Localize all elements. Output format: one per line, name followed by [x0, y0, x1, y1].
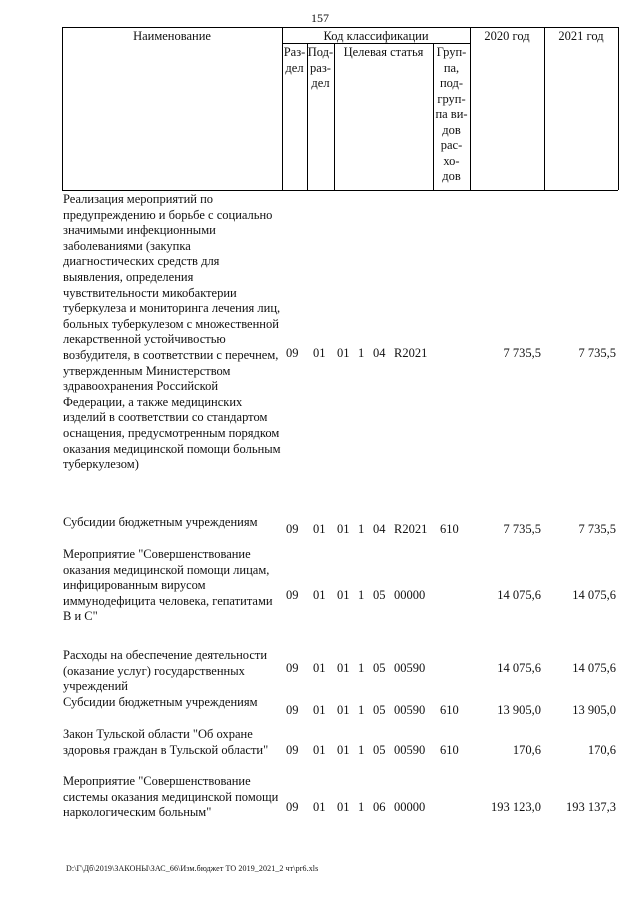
cell-razdel: 09	[286, 522, 299, 536]
cell-target-1: 01	[337, 588, 350, 602]
cell-2021: 13 905,0	[572, 703, 616, 717]
cell-target-2: 1	[358, 661, 365, 675]
row-name: Мероприятие "Совершенствование оказания медицинской помощи лицам, инфицированным вирусом иммунодефицита человека, гепатитами В и С"	[63, 547, 273, 624]
cell-target-4: 00590	[394, 703, 426, 717]
row-name: Расходы на обеспечение деятельности (оказание услуг) государственных учреждений	[63, 648, 268, 694]
cell-target-4: 00590	[394, 743, 426, 757]
cell-target-3: 04	[373, 522, 386, 536]
cell-target-2: 1	[358, 743, 365, 757]
cell-target-3: 05	[373, 661, 386, 675]
cell-group: 610	[440, 743, 459, 757]
cell-target-2: 1	[358, 703, 365, 717]
cell-target-3: 05	[373, 743, 386, 757]
cell-2021: 14 075,6	[572, 588, 616, 602]
row-name: Мероприятие "Совершенствование системы оказания медицинской помощи наркологическим больным"	[63, 774, 279, 820]
cell-2020: 7 735,5	[503, 346, 541, 360]
cell-target-2: 1	[358, 522, 365, 536]
cell-2020: 14 075,6	[497, 661, 541, 675]
cell-razdel: 09	[286, 346, 299, 360]
cell-2020: 13 905,0	[497, 703, 541, 717]
cell-podrazdel: 01	[313, 800, 326, 814]
cell-target-4: 00000	[394, 800, 426, 814]
cell-target-2: 1	[358, 346, 365, 360]
cell-target-4: 00590	[394, 661, 426, 675]
cell-razdel: 09	[286, 743, 299, 757]
cell-target-2: 1	[358, 800, 365, 814]
header-group: Груп- па, под- груп- па ви- дов рас- хо- дов	[435, 45, 468, 183]
cell-2021: 170,6	[587, 743, 616, 757]
row-name: Субсидии бюджетным учреждениям	[63, 695, 258, 709]
cell-2021: 7 735,5	[578, 346, 616, 360]
cell-2020: 170,6	[512, 743, 541, 757]
cell-2020: 7 735,5	[503, 522, 541, 536]
header-target: Целевая статья	[343, 45, 424, 59]
cell-razdel: 09	[286, 800, 299, 814]
header-code: Код классификации	[323, 29, 429, 43]
cell-podrazdel: 01	[313, 703, 326, 717]
cell-podrazdel: 01	[313, 522, 326, 536]
cell-podrazdel: 01	[313, 743, 326, 757]
cell-target-1: 01	[337, 522, 350, 536]
header-year-2021: 2021 год	[558, 29, 604, 43]
cell-target-3: 06	[373, 800, 386, 814]
row-name: Реализация мероприятий по предупреждению и борьбе с социально значимыми инфекционными заболеваниями (закупка диагностических средств для выявления, определения чувствительности микобактерии туберкулеза и мониторинга лечения лиц, больных туберкулезом с множественной лекарственной устойчивостью возбудителя, в соответствии с перечнем, утвержденным Министерством здравоохранения Российской Федерации, а также медицинских изделий в соответствии со стандартом оснащения, предусмотренным порядком оказания медицинской помощи больным туберкулезом)	[63, 192, 281, 472]
cell-podrazdel: 01	[313, 661, 326, 675]
cell-target-4: R2021	[394, 522, 428, 536]
cell-target-4: 00000	[394, 588, 426, 602]
cell-podrazdel: 01	[313, 346, 326, 360]
cell-target-1: 01	[337, 800, 350, 814]
row-name: Субсидии бюджетным учреждениям	[63, 515, 258, 529]
file-path-footer: D:\Г\Дб\2019\ЗАКОНЫ\ЗАС_66\Изм.бюджет ТО 2019_2021_2 чт\pr6.xls	[66, 864, 319, 873]
cell-target-1: 01	[337, 661, 350, 675]
cell-target-1: 01	[337, 703, 350, 717]
cell-2021: 193 137,3	[566, 800, 616, 814]
cell-razdel: 09	[286, 588, 299, 602]
header-podrazdel: Под- раз- дел	[307, 45, 334, 90]
row-name: Закон Тульской области "Об охране здоровья граждан в Тульской области"	[63, 727, 269, 757]
cell-target-3: 04	[373, 346, 386, 360]
cell-target-3: 05	[373, 703, 386, 717]
cell-podrazdel: 01	[313, 588, 326, 602]
cell-target-2: 1	[358, 588, 365, 602]
cell-target-4: R2021	[394, 346, 428, 360]
cell-group: 610	[440, 703, 459, 717]
cell-2020: 193 123,0	[491, 800, 541, 814]
cell-target-1: 01	[337, 346, 350, 360]
cell-2021: 7 735,5	[578, 522, 616, 536]
header-razdel: Раз- дел	[283, 45, 306, 75]
cell-group: 610	[440, 522, 459, 536]
cell-target-3: 05	[373, 588, 386, 602]
cell-razdel: 09	[286, 703, 299, 717]
page-number: 157	[311, 11, 329, 25]
header-name: Наименование	[133, 29, 211, 43]
header-year-2020: 2020 год	[484, 29, 530, 43]
cell-razdel: 09	[286, 661, 299, 675]
cell-2021: 14 075,6	[572, 661, 616, 675]
cell-2020: 14 075,6	[497, 588, 541, 602]
cell-target-1: 01	[337, 743, 350, 757]
